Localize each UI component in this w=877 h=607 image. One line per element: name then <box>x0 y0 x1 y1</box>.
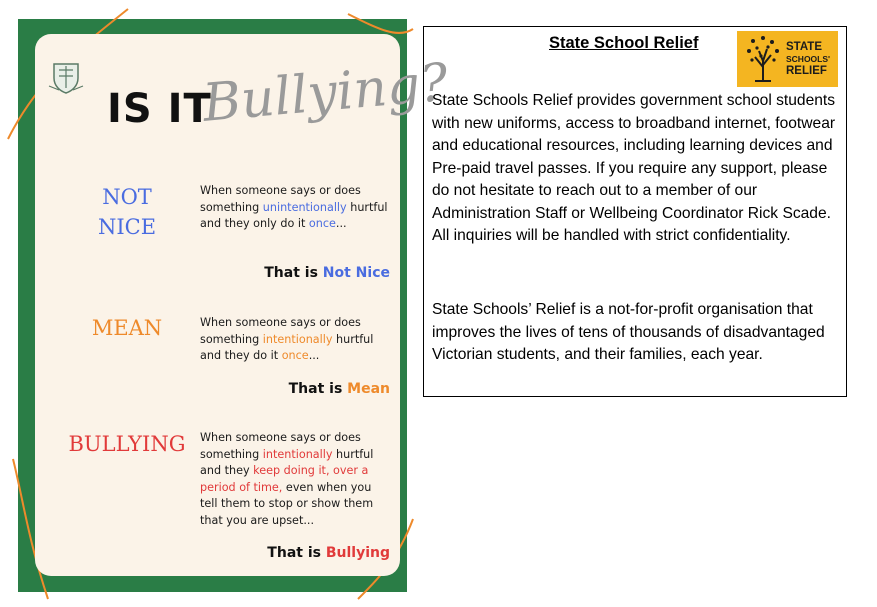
verdict-prefix: That is <box>264 265 323 281</box>
desc-text: When someone says or does something <box>200 431 361 461</box>
verdict-mean <box>289 381 390 397</box>
desc-highlight: keep doing it, over a period of time, <box>200 464 369 494</box>
logo-line2: SCHOOLS' <box>786 54 831 64</box>
verdict-word: Not Nice <box>322 265 390 281</box>
desc-text: hurtful and they <box>200 447 374 477</box>
desc-text: ... <box>335 217 347 230</box>
verdict-not-nice <box>264 265 390 281</box>
bullying-poster <box>18 19 451 592</box>
category-not-nice-line1: NOT <box>102 185 152 209</box>
category-mean: MEAN <box>91 316 163 340</box>
description-not-nice <box>200 183 390 233</box>
verdict-bullying <box>267 545 390 561</box>
desc-text: hurtful and they only do it <box>200 200 388 230</box>
poster-card <box>35 34 451 576</box>
category-bullying: BULLYING <box>68 432 186 456</box>
logo-line1: STATE <box>786 41 822 53</box>
logo-line3: RELIEF <box>786 65 827 77</box>
school-crest-icon <box>47 58 85 96</box>
desc-text: When someone says or does something <box>200 184 361 214</box>
logo-text <box>786 41 830 77</box>
description-mean <box>200 315 390 365</box>
verdict-word: Bullying <box>325 545 390 561</box>
category-not-nice-line2: NICE <box>97 215 157 239</box>
desc-highlight: unintentionally <box>262 200 347 214</box>
info-title: State School Relief <box>549 34 699 52</box>
desc-text: When someone says or does something <box>200 316 361 346</box>
verdict-prefix: That is <box>267 545 326 561</box>
info-paragraph-2: State Schools’ Relief is a not-for-profit organisation that improves the lives of tens of thousands of disadvantaged Victorian students, and their families, each year. <box>432 301 825 363</box>
info-paragraph-1: State Schools Relief provides government school students with new uniforms, access to broadband internet, footwear and educational resources, including learning devices and Pre-paid travel passes. If you require any support, please do not hesitate to reach out to a member of our Administration Staff or Wellbeing Coordinator Rick Scade. All inquiries will be handled with strict confidentiality. <box>432 92 836 244</box>
description-bullying <box>200 430 390 529</box>
tree-logo-icon <box>739 31 787 87</box>
desc-highlight: intentionally <box>262 332 333 346</box>
desc-text: ... <box>308 349 320 362</box>
headline-bullying: Bullying? <box>200 52 451 134</box>
desc-highlight: once <box>281 349 309 362</box>
verdict-prefix: That is <box>288 381 348 397</box>
desc-highlight: once <box>308 217 336 230</box>
desc-text: hurtful and they do it <box>200 332 374 362</box>
desc-highlight: intentionally <box>262 447 333 461</box>
state-schools-relief-logo <box>737 31 838 87</box>
desc-text: even when you tell them to stop or show them that you are upset... <box>200 480 374 527</box>
state-school-relief-box <box>423 26 847 397</box>
verdict-word: Mean <box>347 381 390 397</box>
headline-is-it: IS IT <box>107 86 212 132</box>
category-not-nice <box>67 182 187 242</box>
